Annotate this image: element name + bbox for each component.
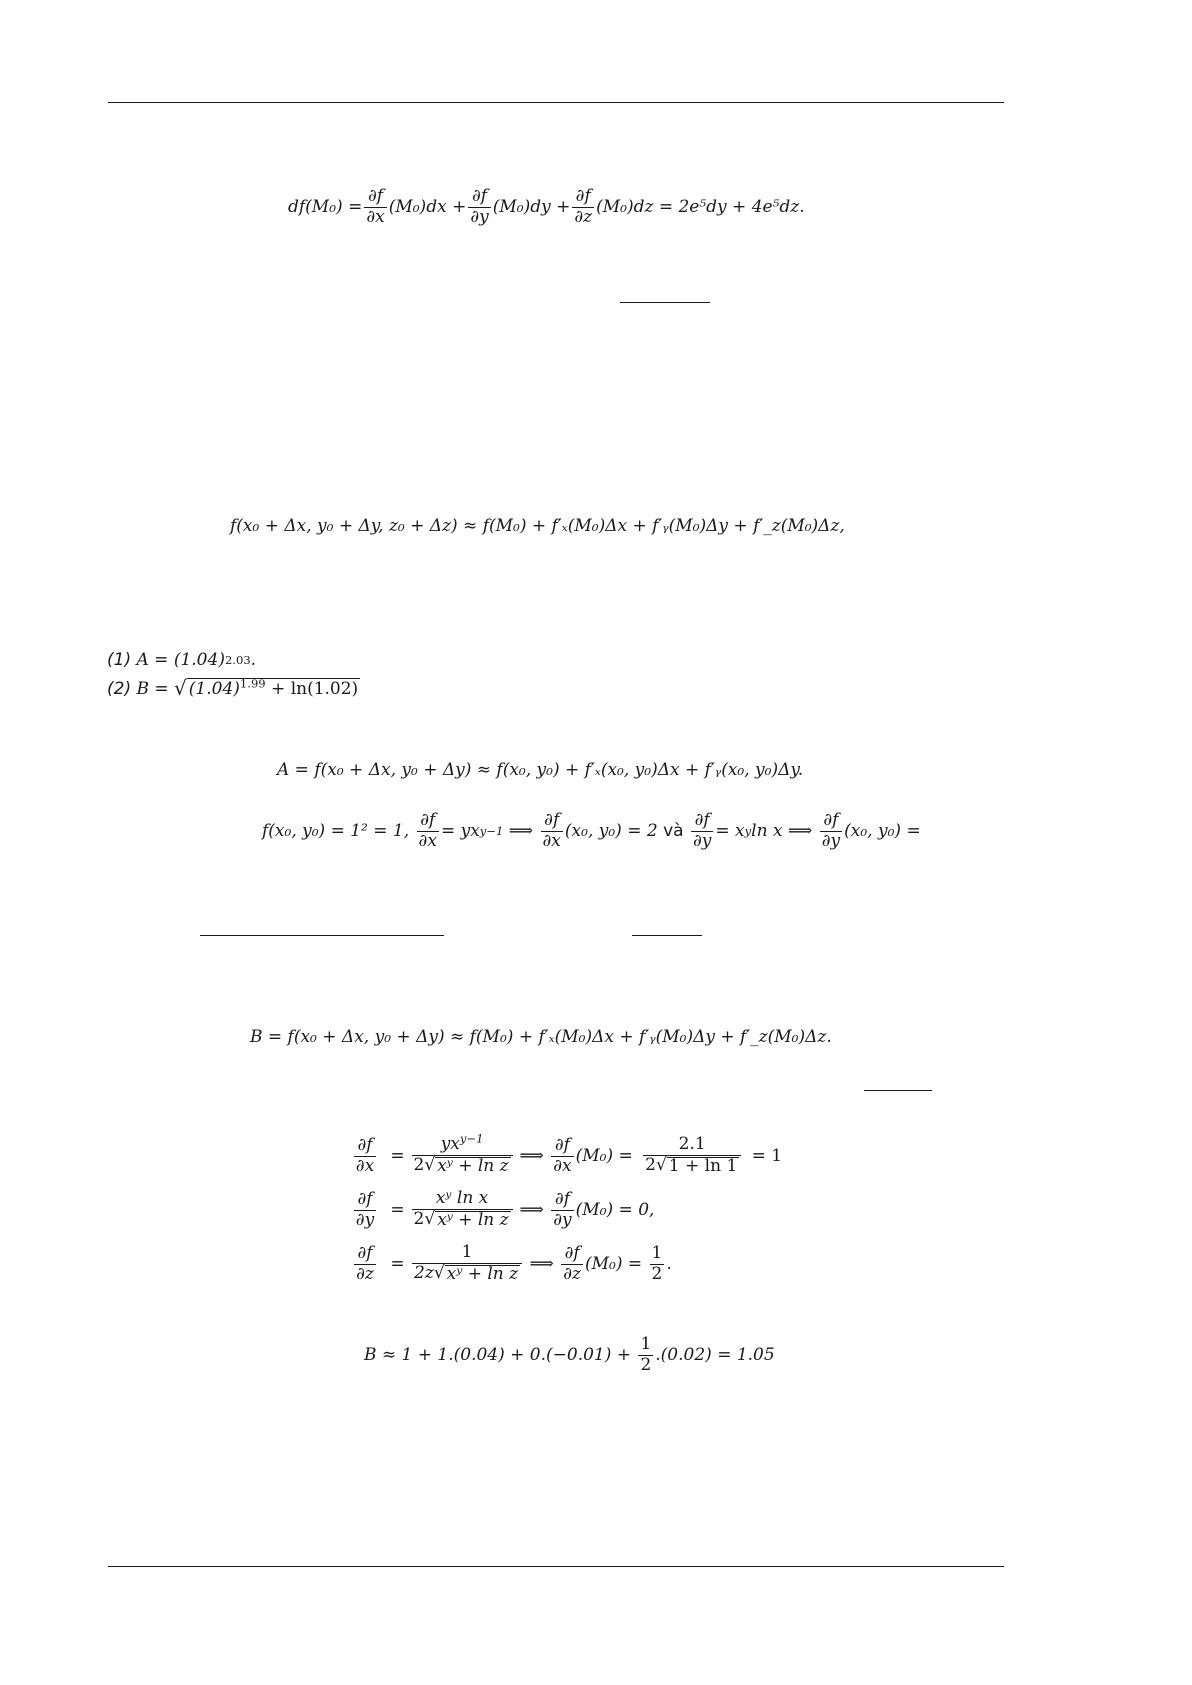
header-rule <box>108 102 1004 103</box>
eq-df-term: (M₀)dx + <box>388 197 467 218</box>
sqrt: √ $(1.04)^{1.99} + \ln(1.02)$ <box>174 676 359 700</box>
partial-row-y: $\frac{\partial f}{\partial y}$ = xʸ ln x 2 √ xʸ + ln z ⟹ $\frac{\partial f}{\partial y}$ (M₀) = 0, <box>355 1188 655 1230</box>
fraction: $\frac{\partial f}{\partial x}$ <box>366 186 385 227</box>
answer-underline <box>620 302 710 303</box>
fraction: $\frac{\partial f}{\partial z}$ <box>574 186 593 227</box>
problem-1-expression: A = (1.04) <box>136 650 225 670</box>
answer-underline <box>864 1090 932 1091</box>
eq-df-lhs: df(M₀) = <box>288 197 363 218</box>
implies-arrow: ⟹ <box>519 1146 544 1166</box>
eq-bfinal-part: .(0.02) = 1.05 <box>655 1345 775 1366</box>
footer-rule <box>108 1566 1004 1567</box>
eq-df-term: (M₀)dz = 2e⁵dy + 4e⁵dz. <box>596 197 805 218</box>
fraction: $\frac{\partial f}{\partial x}$ <box>418 810 437 851</box>
answer-underline <box>632 935 702 936</box>
eq-a2-part: = x <box>715 821 745 842</box>
problem-1: (1) A = (1.04) 2.03 . <box>107 650 257 670</box>
eq-a2-part: = yx <box>440 821 480 842</box>
equation-total-differential <box>288 188 805 227</box>
fraction: $\frac{1}{2}$ <box>640 1334 652 1375</box>
eq-bfinal-part: B ≈ 1 + 1.(0.04) + 0.(−0.01) + <box>364 1345 632 1366</box>
implies-arrow: ⟹ <box>529 1254 554 1274</box>
problem-1-period: . <box>250 650 257 670</box>
fraction: $\frac{\partial f}{\partial y}$ <box>821 810 841 851</box>
equation-B-result <box>364 1336 775 1375</box>
eq-a2-part: (x₀, y₀) = 2 <box>564 821 658 842</box>
fraction: $\frac{\partial f}{\partial y}$ <box>692 810 712 851</box>
eq-a2-part: f(x₀, y₀) = 1² = 1, <box>262 821 410 842</box>
problem-2-label: (2) <box>107 678 132 699</box>
answer-underline <box>200 935 444 936</box>
implies-arrow: ⟹ <box>508 821 534 842</box>
fraction: $\frac{\partial f}{\partial x}$ <box>542 810 561 851</box>
partial-row-z: $\frac{\partial f}{\partial z}$ = 1 2z √ xʸ + ln z ⟹ $\frac{\partial f}{\partial z}$ (M₀) = $\frac{1}{2}$ . <box>356 1242 672 1284</box>
eq-df-term: (M₀)dy + <box>492 197 571 218</box>
problem-1-label: (1) <box>107 650 132 670</box>
partial-row-x: $\frac{\partial f}{\partial x}$ = $yx^{y-1}$ 2 √ xʸ + ln z ⟹ $\frac{\partial f}{\partial x}$ (M₀) = 2.1 2 √ 1 + ln 1 = 1 <box>355 1131 783 1176</box>
equation-A-approximation: A = f(x₀ + Δx, y₀ + Δy) ≈ f(x₀, y₀) + f′ₓ(x₀, y₀)Δx + f′ᵧ(x₀, y₀)Δy. <box>277 760 804 780</box>
implies-arrow: ⟹ <box>519 1200 544 1220</box>
problem-2 <box>107 678 360 699</box>
eq-a2-part: (x₀, y₀) = <box>844 821 921 842</box>
implies-arrow: ⟹ <box>787 821 813 842</box>
equation-A-partials: f(x₀, y₀) = 1² = 1, $\frac{\partial f}{\partial x}$ = yx y−1 ⟹ $\frac{\partial f}{\partial x}$ (x₀, y₀) = 2 và $\frac{\partial f}{\partial y}$ = x y ln x ⟹ $\frac{\partial f}{\partial y}$ (x₀, y₀) = <box>262 810 921 851</box>
fraction: $\frac{\partial f}{\partial y}$ <box>470 186 489 227</box>
conjunction-text: và <box>663 821 684 842</box>
equation-B-approximation: B = f(x₀ + Δx, y₀ + Δy) ≈ f(M₀) + f′ₓ(M₀)Δx + f′ᵧ(M₀)Δy + f′_z(M₀)Δz. <box>250 1027 832 1047</box>
partials-block <box>345 1128 782 1292</box>
problem-2-expression: B = <box>136 678 169 699</box>
equation-linear-approximation: f(x₀ + Δx, y₀ + Δy, z₀ + Δz) ≈ f(M₀) + f′ₓ(M₀)Δx + f′ᵧ(M₀)Δy + f′_z(M₀)Δz, <box>230 516 845 536</box>
